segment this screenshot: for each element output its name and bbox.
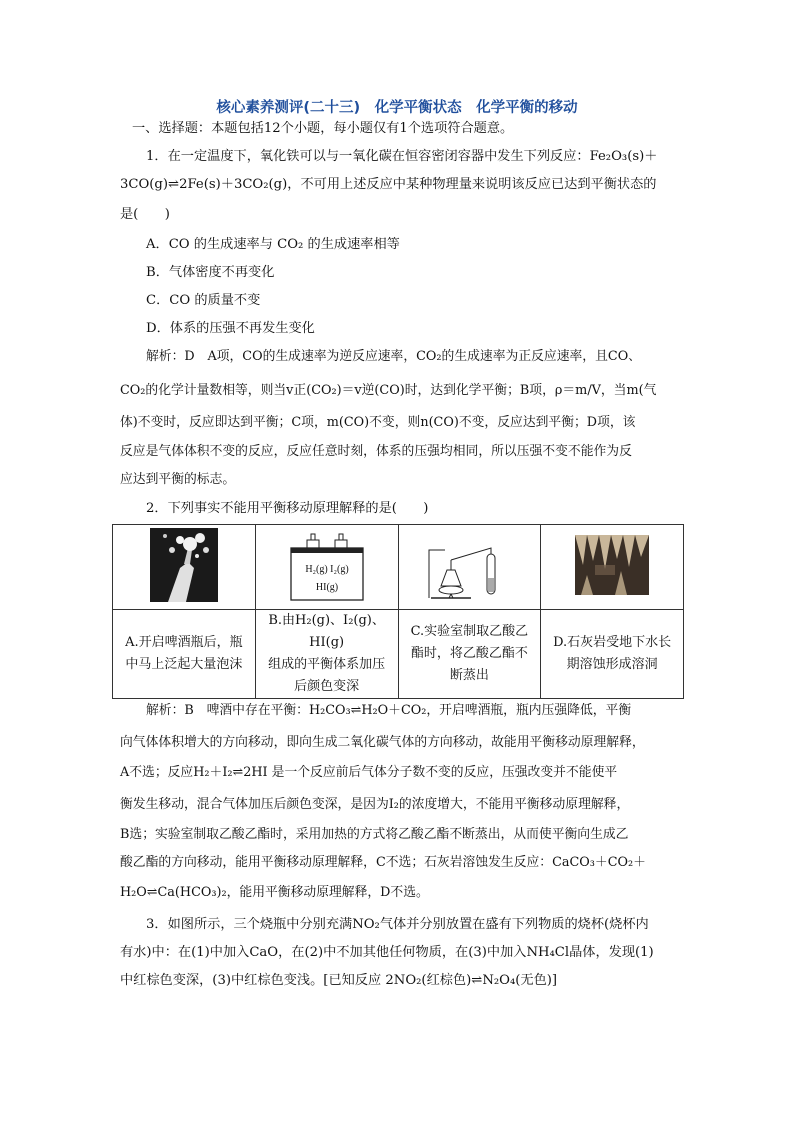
limestone-cave-image <box>575 535 649 595</box>
q2-answer-line: 解析：B 啤酒中存在平衡：H₂CO₃⇌H₂O＋CO₂，开启啤酒瓶，瓶内压强降低，平衡 <box>146 703 632 718</box>
q1-option-c: C．CO 的质量不变 <box>146 293 261 308</box>
q2-option-b: B.由H₂(g)、I₂(g)、HI(g) 组成的平衡体系加压 后颜色变深 <box>255 610 398 699</box>
section-heading: 一、选择题：本题包括12个小题，每小题仅有1个选项符合题意。 <box>132 121 514 136</box>
q2-stem: 2．下列事实不能用平衡移动原理解释的是( ) <box>146 501 429 516</box>
q2-answer-line: H₂O⇌Ca(HCO₃)₂，能用平衡移动原理解释，D不选。 <box>120 885 429 900</box>
gas-equilibrium-container-image <box>285 528 369 602</box>
q3-stem-line: 有水)中：在(1)中加入CaO，在(2)中不加其他任何物质，在(3)中加入NH₄Cl晶体，发现(1) <box>120 945 654 960</box>
q2-option-a: A.开启啤酒瓶后，瓶 中马上泛起大量泡沫 <box>113 610 256 699</box>
q1-option-b: B．气体密度不再变化 <box>146 265 275 280</box>
q1-option-a: A．CO 的生成速率与 CO₂ 的生成速率相等 <box>146 237 400 252</box>
q1-answer-line: 体)不变时，反应即达到平衡；C项，m(CO)不变，则n(CO)不变，反应达到平衡；D项，该 <box>120 415 636 430</box>
q1-answer-line: CO₂的化学计量数相等，则当v正(CO₂)＝v逆(CO)时，达到化学平衡；B项，ρ＝m/V，当m(气 <box>120 383 657 398</box>
q3-stem-line: 3．如图所示，三个烧瓶中分别充满NO₂气体并分别放置在盛有下列物质的烧杯(烧杯内 <box>146 917 649 932</box>
q2-option-d: D.石灰岩受地下水长 期溶蚀形成溶洞 <box>541 610 684 699</box>
q1-stem-line: 是( ) <box>120 207 170 222</box>
q2-answer-line: 酸乙酯的方向移动，能用平衡移动原理解释，C不选；石灰岩溶蚀发生反应：CaCO₃＋CO₂＋ <box>120 855 646 870</box>
ester-distillation-apparatus-image <box>421 530 517 600</box>
page-title: 核心素养测评(二十三) 化学平衡状态 化学平衡的移动 <box>216 100 578 116</box>
q1-answer-line: 反应是气体体积不变的反应，反应任意时刻，体系的压强均相同，所以压强不变不能作为反 <box>120 444 632 459</box>
beer-bottle-foam-image <box>150 528 218 602</box>
q2-answer-line: 衡发生移动，混合气体加压后颜色变深，是因为I₂的浓度增大，不能用平衡移动原理解释， <box>120 797 630 812</box>
q2-image-cell-b <box>255 525 398 610</box>
q2-answer-line: 向气体体积增大的方向移动，即向生成二氧化碳气体的方向移动，故能用平衡移动原理解释， <box>120 735 645 750</box>
q1-option-d: D．体系的压强不再发生变化 <box>146 321 315 336</box>
q3-stem-line: 中红棕色变深，(3)中红棕色变浅。[已知反应 2NO₂(红棕色)⇌N₂O₄(无色)] <box>120 973 558 988</box>
q1-stem-line: 1．在一定温度下，氧化铁可以与一氧化碳在恒容密闭容器中发生下列反应：Fe₂O₃(s)＋ <box>146 149 658 164</box>
q2-answer-line: A不选；反应H₂＋I₂⇌2HI 是一个反应前后气体分子数不变的反应，压强改变并不能使平 <box>120 765 618 780</box>
q2-image-cell-d <box>541 525 684 610</box>
q2-image-cell-a <box>113 525 256 610</box>
svg-text:H₂(g) I₂(g): H₂(g) I₂(g) <box>304 564 349 575</box>
q2-answer-line: B选；实验室制取乙酸乙酯时，采用加热的方式将乙酸乙酯不断蒸出，从而使平衡向生成乙 <box>120 827 629 842</box>
svg-text:HI(g): HI(g) <box>315 582 338 593</box>
q1-answer-line: 解析：D A项，CO的生成速率为逆反应速率，CO₂的生成速率为正反应速率，且CO、 <box>146 349 641 364</box>
q2-image-cell-c <box>398 525 541 610</box>
q2-options-table <box>112 524 684 699</box>
q1-answer-line: 应达到平衡的标志。 <box>120 472 236 487</box>
q1-stem-line: 3CO(g)⇌2Fe(s)＋3CO₂(g)，不可用上述反应中某种物理量来说明该反应已达到平衡状态的 <box>120 177 657 192</box>
q2-option-c: C.实验室制取乙酸乙 酯时，将乙酸乙酯不 断蒸出 <box>398 610 541 699</box>
